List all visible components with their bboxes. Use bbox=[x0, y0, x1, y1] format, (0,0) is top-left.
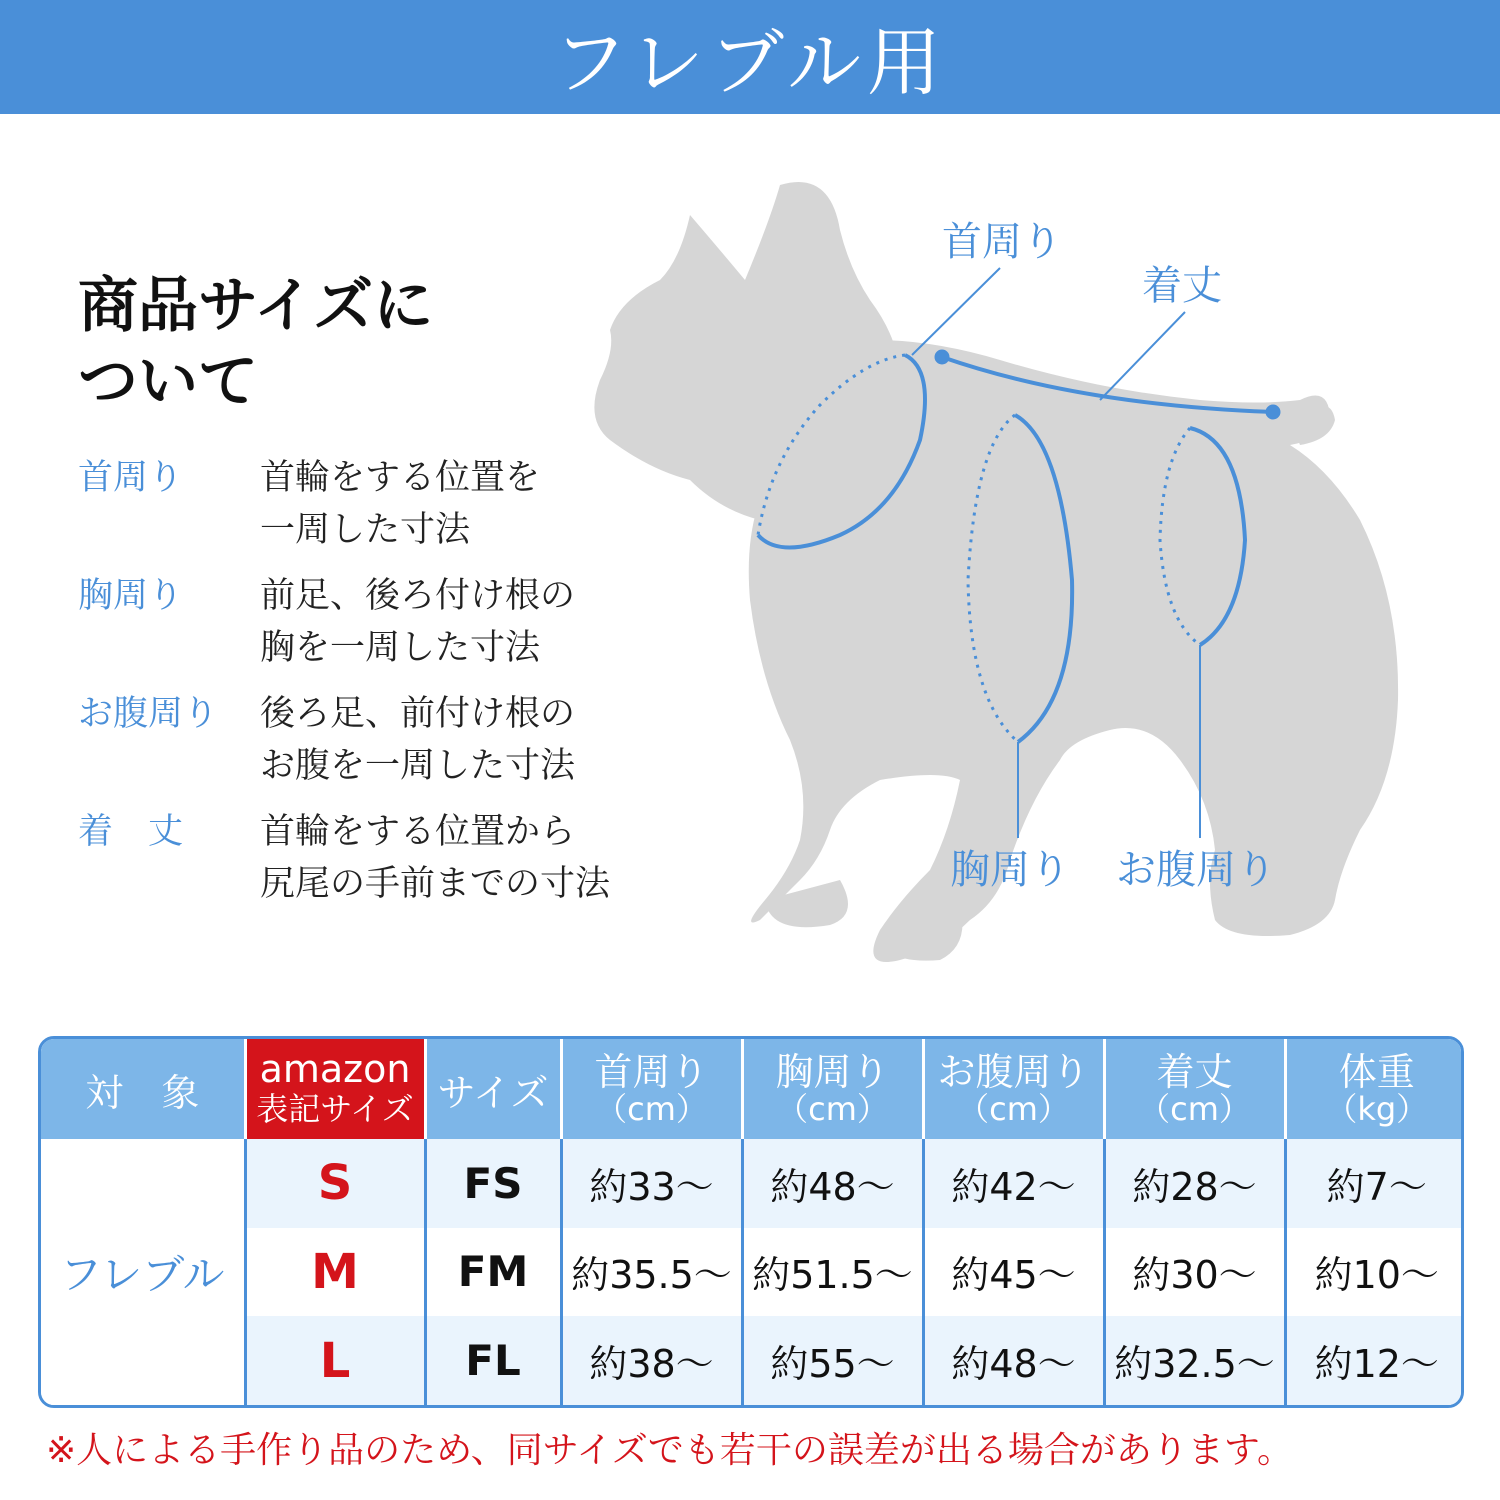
header-weight-label: 体重 bbox=[1338, 1050, 1415, 1094]
section-title-line2: ついて bbox=[78, 347, 258, 417]
chest-cell: 約55〜 bbox=[742, 1316, 923, 1405]
length-cell: 約30〜 bbox=[1104, 1228, 1285, 1317]
chest-cell: 約51.5〜 bbox=[742, 1228, 923, 1317]
header-length bbox=[1104, 1039, 1285, 1139]
definition-text bbox=[260, 452, 540, 556]
header-length-label: 着丈 bbox=[1156, 1050, 1233, 1094]
header-weight bbox=[1285, 1039, 1464, 1139]
definition-term: 胸周り bbox=[78, 576, 184, 616]
belly-cell: 約42〜 bbox=[923, 1139, 1104, 1228]
definition-line: 前足、後ろ付け根の bbox=[260, 576, 576, 616]
header-amazon-size bbox=[245, 1039, 425, 1139]
definition-term: お腹周り bbox=[78, 694, 219, 734]
label-length: 着丈 bbox=[1142, 263, 1222, 309]
definition-text bbox=[260, 806, 610, 910]
header-chest-label: 胸周り bbox=[775, 1050, 890, 1094]
belly-cell: 約45〜 bbox=[923, 1228, 1104, 1317]
size-cell: FM bbox=[425, 1228, 561, 1317]
header-target: 対 象 bbox=[41, 1039, 245, 1139]
header-neck-unit: （cm） bbox=[595, 1090, 708, 1128]
header-neck-label: 首周り bbox=[594, 1050, 709, 1094]
definition-term: 着 丈 bbox=[78, 812, 184, 852]
header-chest-unit: （cm） bbox=[776, 1090, 889, 1128]
disclaimer-note: ※人による手作り品のため、同サイズでも若干の誤差が出る場合があります。 bbox=[46, 1430, 1293, 1471]
size-cell: FS bbox=[425, 1139, 561, 1228]
definition-line: 一周した寸法 bbox=[260, 510, 471, 550]
amazon-size-cell: S bbox=[245, 1139, 425, 1228]
neck-cell: 約38〜 bbox=[561, 1316, 742, 1405]
amazon-size-cell: L bbox=[245, 1316, 425, 1405]
table-row bbox=[41, 1139, 1464, 1228]
weight-cell: 約12〜 bbox=[1285, 1316, 1464, 1405]
size-table bbox=[38, 1036, 1464, 1408]
header-belly-unit: （cm） bbox=[957, 1090, 1070, 1128]
definition-text bbox=[260, 688, 575, 792]
header-banner bbox=[0, 0, 1500, 114]
neck-cell: 約33〜 bbox=[561, 1139, 742, 1228]
definition-line: 首輪をする位置から bbox=[260, 812, 576, 852]
header-size: サイズ bbox=[425, 1039, 561, 1139]
definition-term: 首周り bbox=[78, 458, 184, 498]
chest-cell: 約48〜 bbox=[742, 1139, 923, 1228]
section-title-line1: 商品サイズに bbox=[78, 271, 434, 341]
header-neck bbox=[561, 1039, 742, 1139]
table-row bbox=[41, 1228, 1464, 1317]
label-belly: お腹周り bbox=[1116, 847, 1276, 893]
header-amazon-line1: amazon bbox=[259, 1047, 411, 1091]
weight-cell: 約10〜 bbox=[1285, 1228, 1464, 1317]
definition-line: 尻尾の手前までの寸法 bbox=[260, 864, 611, 904]
length-cell: 約28〜 bbox=[1104, 1139, 1285, 1228]
table-row bbox=[41, 1316, 1464, 1405]
header-amazon-line2: 表記サイズ bbox=[256, 1090, 414, 1128]
definition-line: 後ろ足、前付け根の bbox=[260, 694, 576, 734]
header-length-unit: （cm） bbox=[1138, 1090, 1251, 1128]
label-chest: 胸周り bbox=[950, 847, 1070, 893]
definition-line: 首輪をする位置を bbox=[260, 458, 541, 498]
table-header-row bbox=[41, 1039, 1464, 1139]
section-title bbox=[78, 268, 433, 420]
neck-cell: 約35.5〜 bbox=[561, 1228, 742, 1317]
definition-line: 胸を一周した寸法 bbox=[260, 628, 541, 668]
size-cell: FL bbox=[425, 1316, 561, 1405]
length-cell: 約32.5〜 bbox=[1104, 1316, 1285, 1405]
amazon-size-cell: M bbox=[245, 1228, 425, 1317]
target-cell: フレブル bbox=[41, 1139, 245, 1405]
definition-line: お腹を一周した寸法 bbox=[260, 746, 576, 786]
header-title: フレブル用 bbox=[552, 20, 948, 106]
header-weight-unit: （kg） bbox=[1325, 1090, 1429, 1128]
header-belly-label: お腹周り bbox=[937, 1050, 1090, 1094]
belly-cell: 約48〜 bbox=[923, 1316, 1104, 1405]
header-chest bbox=[742, 1039, 923, 1139]
label-neck: 首周り bbox=[942, 219, 1062, 265]
header-belly bbox=[923, 1039, 1104, 1139]
weight-cell: 約7〜 bbox=[1285, 1139, 1464, 1228]
definition-text bbox=[260, 570, 575, 674]
